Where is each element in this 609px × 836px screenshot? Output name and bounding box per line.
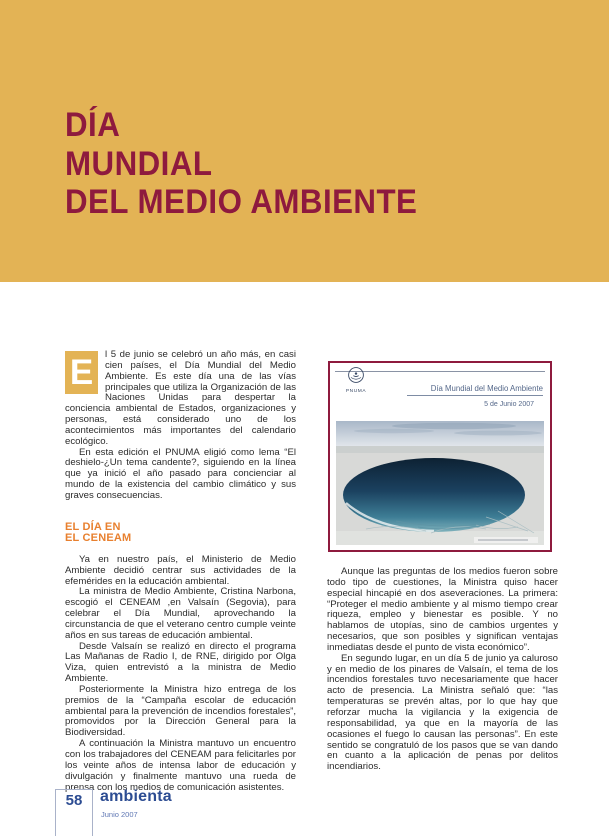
section-heading [65,522,296,545]
poster-title: Día Mundial del Medio Ambiente [407,384,543,396]
body-paragraph: Ya en nuestro país, el Ministerio de Medio Ambiente decidió centrar sus actividades de la efemérides en la educación ambiental. [65,553,296,587]
body-paragraph: En segundo lugar, en un día 5 de junio ya caluroso y en medio de los pinares de Valsaín, el tema de los incendios forestales tuvo necesariamente que hacer acto de presencia. La Ministra señaló que: “las temperaturas se prevén altas, por lo que hay que reforzar mucha la vigilancia y la exigencia de responsabilidad, ya que en la mayoría de las ocasiones el fuego lo causan las personas”. En este sentido se congratuló de los pasos que se van dando en cuanto a la aplicación de penas por delitos incendiarios. [327,652,558,773]
dropcap-letter: E [65,351,98,394]
left-column [65,350,296,793]
poster-date: 5 de Junio 2007 [484,401,534,408]
body-paragraph: A continuación la Ministra mantuvo un encuentro con los trabajadores del CENEAM para felicitarles por los veinte años de intensa labor de educación y divulgación y finalmente mantuvo una rueda de prensa con los medios de comunicación asistentes. [65,738,296,793]
intro-paragraph-1 [65,350,296,448]
header-block [0,0,609,282]
magazine-name: ambienta [100,788,172,805]
melting-ice-photo [336,421,544,545]
title-line-3: DEL MEDIO AMBIENTE [65,183,418,221]
page-number-box [55,789,93,836]
page-number: 58 [65,792,83,809]
pnuma-poster-panel [328,361,552,552]
pnuma-label: PNUMA [345,389,367,394]
title-line-1: DÍA [65,106,121,144]
body-paragraph: Aunque las preguntas de los medios fueron sobre todo tipo de cuestiones, la Ministra quiso hacer especial hincapié en dos aseveraciones. La primera: “Proteger el medio ambiente y al mismo tiempo crear riqueza, empleo y bienestar es posible. Y no hablamos de utopías, sino de cambios urgentes y necesarios, que son posibles y significan ventajas inmediatas desde el punto de vista económico”. [327,566,558,653]
title-line-2: MUNDIAL [65,144,213,183]
intro-paragraph-2: En esta edición el PNUMA eligió como lema “El deshielo-¿Un tema candente?, siguiendo en la línea que ya inició el año pasado para concienciar al mundo de la existencia del cambio climático y sus graves consecuencias. [65,446,296,501]
section-heading-line-1: EL DÍA EN [65,520,121,533]
pnuma-logo-block [339,366,373,394]
page-title [65,106,417,222]
section-heading-line-2: EL CENEAM [65,532,132,545]
body-paragraph: Desde Valsaín se realizó en directo el programa Las Mañanas de Radio I, de RNE, dirigido por Olga Viza, quien entrevistó a la ministra de Medio Ambiente. [65,640,296,685]
body-paragraph: Posteriormente la Ministra hizo entrega de los premios de la “Campaña escolar de educación ambiental para la prevención de incendios forestales”, promovidos por la Dirección General para la Biodiversidad. [65,683,296,739]
issue-date: Junio 2007 [101,810,138,819]
pnuma-un-emblem-icon [347,366,365,384]
paragraph-text: l 5 de junio se celebró un año más, en casi cien países, el Día Mundial del Medio Ambiente. Es este día una de las vías principales que utiliza la Organización de las Naciones Unidas para despertar la conciencia ambiental de Estados, organizaciones y personas, está considerado uno de los acontecimientos más importantes del calendario ecológico. [65,349,296,447]
right-column [327,567,558,773]
body-paragraph: La ministra de Medio Ambiente, Cristina Narbona, escogió el CENEAM ,en Valsaín (Segovia), para celebrar el Día Mundial, aprovechando la circunstancia de que el veterano centro cumple veinte años en sus tareas de educación ambiental. [65,586,296,641]
photo-credit [474,537,538,543]
